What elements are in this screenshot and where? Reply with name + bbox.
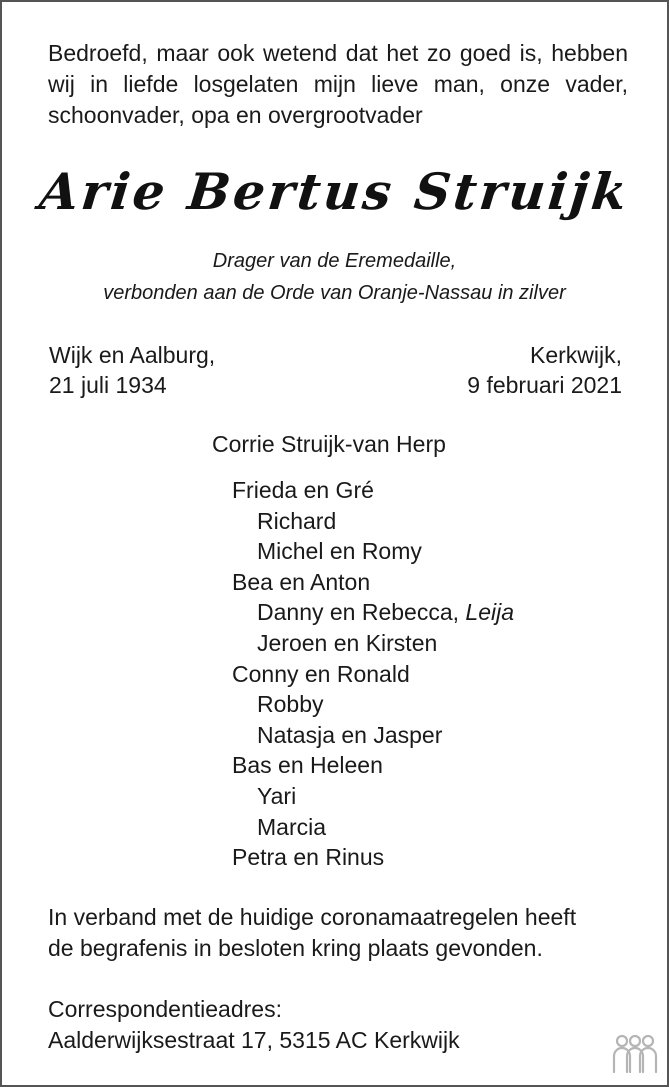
family-child: Yari — [257, 782, 297, 809]
family-parents: Conny en Ronald — [232, 660, 410, 687]
family-parents: Bea en Anton — [232, 568, 371, 595]
intro-line-1: Bedroefd, maar ook wetend dat het zo goed is, hebben — [48, 40, 628, 66]
intro-text — [48, 38, 628, 131]
widow-name: Corrie Struijk-van Herp — [212, 431, 446, 457]
closing-line-1: In verband met de huidige coronamaatregelen heeft — [48, 904, 577, 930]
correspondence — [48, 994, 460, 1056]
death-date: 9 februari 2021 — [467, 372, 622, 398]
family-parents: Frieda en Gré — [232, 477, 374, 503]
correspondence-label: Correspondentieadres: — [48, 996, 282, 1022]
people-group-logo-icon — [610, 1032, 660, 1074]
family-child: Marcia — [257, 813, 327, 840]
intro-line-2: wij in liefde losgelaten mijn lieve man, onze vader, — [48, 71, 628, 97]
family-child: Michel en Romy — [257, 538, 422, 565]
birth-date: 21 juli 1934 — [49, 372, 167, 398]
honour-line-2: verbonden aan de Orde van Oranje-Nassau in zilver — [103, 282, 566, 304]
family-child: Richard — [257, 507, 337, 534]
family-child: Robby — [257, 691, 324, 718]
intro-line-3: schoonvader, opa en overgrootvader — [48, 102, 423, 128]
family-list — [232, 475, 514, 873]
family-child: Jeroen en Kirsten — [257, 629, 438, 656]
honour-line-1: Drager van de Eremedaille, — [212, 250, 457, 272]
death-place: Kerkwijk, — [529, 342, 622, 368]
deceased-name: Arie Bertus Struijk — [36, 162, 633, 221]
family-great-grandchild: Leija — [465, 599, 515, 626]
closing-line-2: de begrafenis in besloten kring plaats gevonden. — [48, 935, 543, 961]
family-child — [232, 597, 514, 628]
closing-text — [48, 902, 576, 964]
family-parents: Bas en Heleen — [232, 752, 383, 779]
family-parents: Petra en Rinus — [232, 844, 385, 871]
birth-place: Wijk en Aalburg, — [49, 342, 216, 368]
correspondence-address: Aalderwijksestraat 17, 5315 AC Kerkwijk — [48, 1027, 460, 1053]
family-child: Natasja en Jasper — [257, 721, 443, 748]
family-child-names: Danny en Rebecca, — [257, 599, 466, 626]
